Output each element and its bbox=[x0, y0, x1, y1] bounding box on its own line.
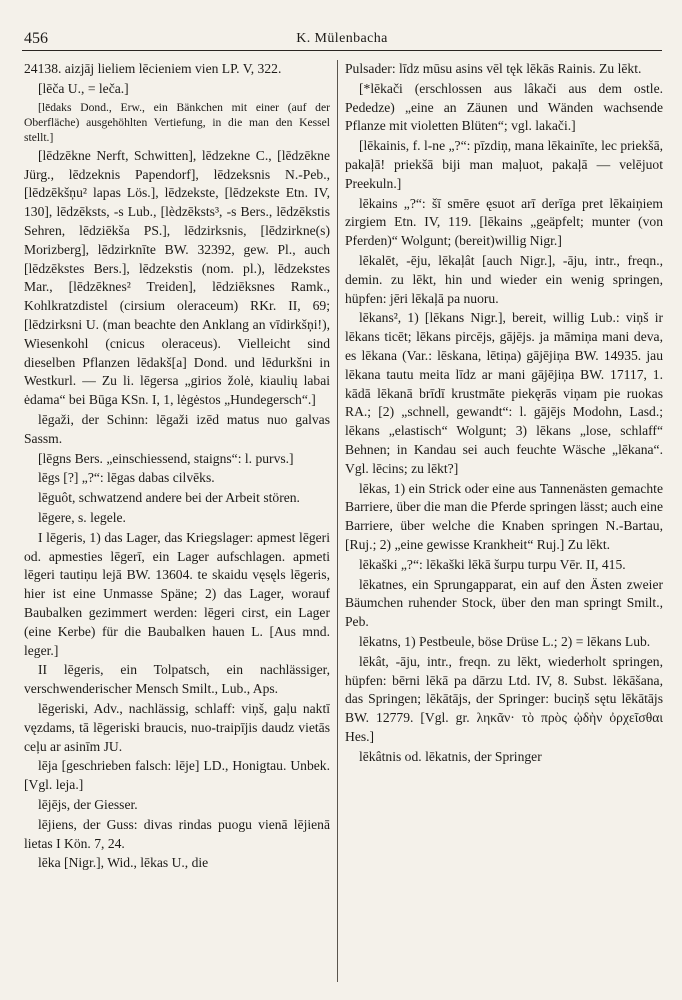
dictionary-entry: lēguôt, schwatzend andere bei der Arbeit stören. bbox=[38, 490, 300, 506]
dictionary-entry: lēka [Nigr.], Wid., lēkas U., die bbox=[38, 855, 209, 871]
dictionary-entry: [lēča U., = leča.] bbox=[38, 80, 129, 96]
dictionary-entry: lēkât, -āju, intr., freqn. zu lēkt, wiederholt springen, hüpfen: bērni lēkā pa dārzu Ltd. IV, 8. Subst. lēkāšana, das Springen; lēkātājs, der Springer: buciņš sętu lēkātājs BW. 12779. [Vgl. gr. ληκᾶν· τὸ πρὸς ᾠδὴν ὀρχεῖσθαι Hes.] bbox=[345, 653, 663, 744]
dictionary-entry: lēkalēt, -ēju, lēkaļât [auch Nigr.], -āju, intr., freqn., demin. zu lēkt, hin und wieder ein wenig springen, hüpfen: jēri lēkaļā pa nuoru. bbox=[345, 252, 663, 306]
dictionary-entry: lēkâtnis od. lēkatnis, der Springer bbox=[359, 748, 542, 764]
running-head: K. Mülenbacha bbox=[296, 31, 388, 46]
dictionary-entry: lējiens, der Guss: divas rindas puogu vienā lējienā lietas I Kön. 7, 24. bbox=[24, 816, 330, 851]
left-column bbox=[24, 60, 330, 986]
dictionary-entry: lēgere, s. legele. bbox=[38, 509, 126, 525]
dictionary-entry: [lēgns Bers. „einschiessend, staigns“: l. purvs.] bbox=[38, 450, 294, 466]
dictionary-entry: [lēdzēkne Nerft, Schwitten], lēdzekne C., [lēdzēkne Jürg., lēdzeknis Papendorf], lēdzeksnis N.-Peb., [lēdzēkšņu² lapas Lös.], lēdzekste, [lēdzekste Etn. IV, 130], lēdzēksts, -s Lub., [lèdzēksts³, -s Bers., lēdzēkstis Sehren, lēdziēkša PS.], lēdzirksnis, [lēdzirkne(s) Morizberg], lēdzirknīte BW. 32392, gew. Pl., auch [lēdzēkstes Bers.], lēdzekstis (nom. pl.), lēdzekstes Mar., [lēdzēknes² Treiden], lēdziēksnes Ramk., Kohlkratzdistel (cirsium oleraceum) RKr. II, 69; [lēdzirksni U. (man beachte den Anklang an vīdirkšņi!), Wiesenkohl (cnicus oleraceus). Vielleicht sind dieselben Pflanzen lēdakš[a] Dond. und lēdurkšni in Westkurl. — Zu li. lēgersa „girios žolė, kiaulių labai ėdama“ bei Būga KSn. I, 1, lėgėstos „Hundegersch“.] bbox=[24, 147, 330, 408]
dictionary-entry: lēkaški „?“: lēkaški lēkā šurpu turpu Vēr. II, 415. bbox=[359, 556, 626, 572]
dictionary-entry: I lēgeris, 1) das Lager, das Kriegslager: apmest lēgeri od. apmesties lēgerī, ein Lager aufschlagen. apmeti lēgeri tautiņu lejā BW. 13604. te skaidu vęsęls lēgeris, hier ist eine Unmasse Späne; 2) das Lager, worauf Baubalken gezimmert werden: lēgeri cirst, ein Lager (eine Kerbe) für die Baubalken hauen L. [Aus mnd. leger.] bbox=[24, 529, 330, 658]
right-column bbox=[345, 60, 663, 986]
page-header bbox=[22, 28, 662, 51]
dictionary-entry: [*lēkači (erschlossen aus lâkači aus dem ostle. Pededze) „eine an Zäunen und Wänden wachsende Pflanze mit violetten Blüten“; vgl. lakači.] bbox=[345, 80, 663, 134]
dictionary-entry: lēkatnes, ein Sprungapparat, ein auf den Ästen zweier Bäumchen ruhender Stock, über den man springt Smilt., Peb. bbox=[345, 576, 663, 630]
dictionary-entry: lējējs, der Giesser. bbox=[38, 796, 138, 812]
dictionary-entry: lēkains „?“: šī smēre ęsuot arī derīga pret lēkaiņiem zirgiem Etn. IV, 119. [lēkains „geäpfelt; munter (von Pferden)“ Wolgunt; (bereit)willig Nigr.] bbox=[345, 195, 663, 249]
dictionary-entry: lēgaži, der Schinn: lēgaži izēd matus nuo galvas Sassm. bbox=[24, 411, 330, 446]
dictionary-entry: lēkatns, 1) Pestbeule, böse Drüse L.; 2) = lēkans Lub. bbox=[359, 633, 651, 649]
dictionary-entry: lēkans², 1) [lēkans Nigr.], bereit, willig Lub.: viņš ir lēkans ticēt; lēkans pircējs, gājējs. ja māmiņa mani deva, es lēkana (Var.: lēskana, lētiņa) gājējiņa BW. 14935. jau lēkana tautu meita līdz ar mani gājējiņa BW. 17117, 1. kādā lēkanā brīdī krustmāte piekęrās viņam pie ruokas RA.; [2) „schnell, gewandt“: l. gājējs Modohn, Lasd.; lēkans „elastisch“ Wolgunt; 3) lēkans „lose, schlaff“ Behnen; in Kandau sei auch feuchte Wäsche „lēkana“. Vgl. lēcins; zu lēkt?] bbox=[345, 310, 663, 476]
page-number: 456 bbox=[24, 30, 48, 47]
dictionary-entry: [lēdaks Dond., Erw., ein Bänkchen mit einer (auf der Oberfläche) ausgehöhlten Vertiefung, in die man den Kessel stellt.] bbox=[24, 100, 330, 145]
dictionary-entry: II lēgeris, ein Tolpatsch, ein nachlässiger, verschwenderischer Mensch Smilt., Lub., Aps. bbox=[24, 662, 330, 697]
column-divider bbox=[337, 60, 338, 982]
dictionary-entry: Pulsader: līdz mūsu asins vēl tęk lēkās Rainis. Zu lēkt. bbox=[345, 61, 642, 76]
dictionary-entry: lēgs [?] „?“: lēgas dabas cilvēks. bbox=[38, 470, 215, 486]
dictionary-entry: 24138. aizjāj lieliem lēcieniem vien LP. V, 322. bbox=[24, 61, 282, 76]
dictionary-entry: lēkas, 1) ein Strick oder eine aus Tannenästen gemachte Barriere, über die man die Pferde springen lässt; auch eine Barriere, über welche die Knaben springen N.-Bartau, [Ruj.; 2) „eine gewisse Krankheit“ Ruj.] Zu lēkt. bbox=[345, 480, 663, 552]
dictionary-entry: [lēkainis, f. l-ne „?“: pīzdiņ, mana lēkainīte, lec priekšā, pakaļā! priekšā biji man maļuot, pakaļā — velējuot Preekuln.] bbox=[345, 138, 663, 191]
dictionary-entry: lēgeriski, Adv., nachlässig, schlaff: viņš, gaļu naktī vęzdams, tā lēgeriski braucis, nuo-traipījis daudz vietās ceļu ar asinīm JU. bbox=[24, 700, 330, 754]
dictionary-entry: lēja [geschrieben falsch: lēje] LD., Honigtau. Unbek. [Vgl. leja.] bbox=[24, 758, 330, 793]
